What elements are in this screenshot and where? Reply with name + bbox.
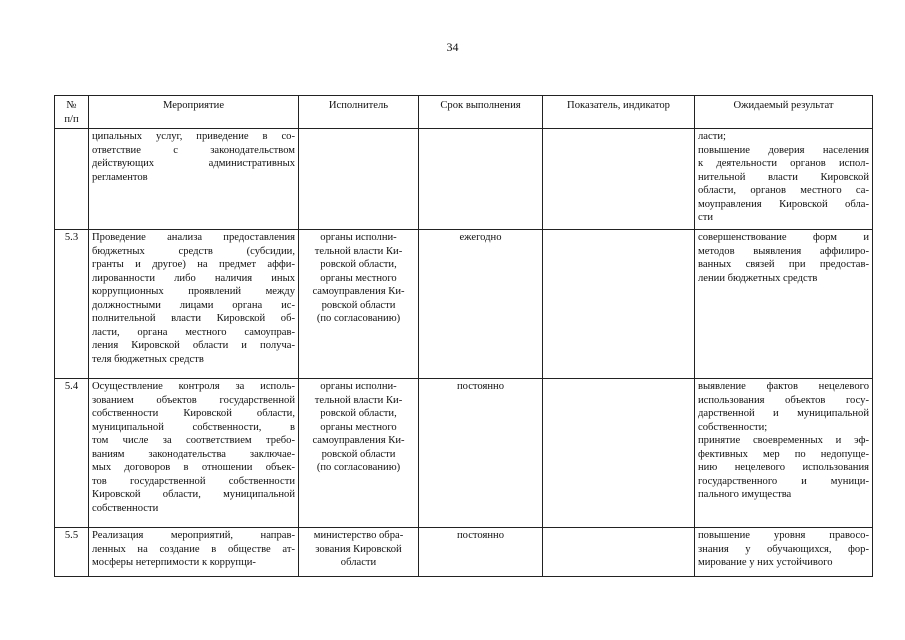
cell-event	[89, 379, 299, 528]
executor-line: тельной власти Ки-	[314, 245, 403, 257]
result-line: лении бюджетных средств	[698, 272, 818, 284]
executor-line: области	[340, 557, 377, 568]
cell-result	[695, 528, 873, 577]
event-line: мых договоров в отношении объек-	[92, 462, 295, 473]
executor-line: ровской области	[321, 299, 396, 311]
event-line: собственности	[92, 502, 159, 514]
cell-result	[695, 230, 873, 379]
result-line: моуправления Кировской обла-	[698, 198, 869, 210]
result-line: выявление фактов нецелевого	[698, 381, 869, 392]
executor-line: органы местного	[320, 421, 397, 433]
result-line: совершенствование форм и	[698, 232, 869, 243]
result-line: принятие своевременных и эф-	[698, 435, 869, 446]
event-line: Осуществление контроля за исполь-	[92, 381, 295, 392]
event-line: Реализация мероприятий, направ-	[92, 530, 295, 541]
result-line: дарственной и муниципальной	[698, 408, 869, 419]
executor-line: ровской области,	[320, 259, 397, 270]
result-line: повышение доверия населения	[698, 144, 869, 156]
cell-result	[695, 129, 873, 230]
event-line: должностными лицами органа ис-	[92, 299, 295, 311]
header-deadline: Срок выполнения	[419, 96, 543, 129]
executor-line: тельной власти Ки-	[314, 394, 403, 406]
cell-indicator	[543, 230, 695, 379]
cell-deadline: ежегодно	[419, 230, 543, 379]
executor-line: (по согласованию)	[316, 313, 401, 324]
header-event: Мероприятие	[89, 96, 299, 129]
event-line: Проведение анализа предоставления	[92, 232, 295, 243]
event-line: Кировской области, муниципальной	[92, 489, 295, 500]
header-num-line: №	[66, 100, 77, 111]
cell-deadline: постоянно	[419, 528, 543, 577]
event-line: бюджетных средств (субсидии,	[92, 245, 295, 257]
event-line: ленных на создание в обществе ат-	[92, 543, 295, 555]
executor-line: ровской области	[321, 448, 396, 460]
result-line: повышение уровня правосо-	[698, 530, 869, 541]
event-line: муниципальной собственности, в	[92, 421, 295, 433]
cell-num	[55, 129, 89, 230]
header-executor: Исполнитель	[299, 96, 419, 129]
cell-indicator	[543, 528, 695, 577]
executor-line: органы местного	[320, 272, 397, 284]
cell-event	[89, 528, 299, 577]
result-line: сти	[698, 212, 714, 223]
cell-num: 5.3	[55, 230, 89, 379]
result-line: фективных мер по недопуще-	[698, 448, 869, 460]
header-num	[55, 96, 89, 129]
result-line: пального имущества	[698, 489, 792, 500]
header-indicator: Показатель, индикатор	[543, 96, 695, 129]
event-line: лированности либо наличия иных	[92, 272, 295, 284]
cell-executor	[299, 129, 419, 230]
executor-line: органы исполни-	[320, 381, 397, 392]
executor-line: министерство обра-	[313, 530, 404, 541]
header-num-line: п/п	[64, 113, 79, 125]
cell-event	[89, 230, 299, 379]
cell-result	[695, 379, 873, 528]
event-line: теля бюджетных средств	[92, 353, 204, 365]
event-line: коррупционных проявлений между	[92, 286, 295, 297]
event-line: зованием объектов государственной	[92, 394, 295, 406]
page-number: 34	[446, 40, 459, 54]
cell-executor	[299, 379, 419, 528]
executor-line: органы исполни-	[320, 232, 397, 243]
result-line: собственности;	[698, 421, 768, 433]
result-line: методов выявления аффилиро-	[698, 245, 869, 257]
event-line: ваниям законодательства заключае-	[92, 448, 295, 460]
executor-line: зования Кировской	[315, 543, 402, 555]
cell-event	[89, 129, 299, 230]
cell-num: 5.4	[55, 379, 89, 528]
cell-num: 5.5	[55, 528, 89, 577]
result-line: нительной власти Кировской	[698, 171, 869, 183]
executor-line: (по согласованию)	[316, 462, 401, 473]
event-line: ления Кировской области и получа-	[92, 340, 295, 351]
result-line: государственного и муници-	[698, 475, 869, 487]
result-line: области, органов местного са-	[698, 185, 869, 196]
event-line: ципальных услуг, приведение в со-	[92, 131, 295, 142]
event-line: тов государственной собственности	[92, 475, 295, 487]
result-line: мирование у них устойчивого	[698, 557, 833, 568]
table-row	[55, 379, 873, 528]
event-line: ответствие с законодательством	[92, 144, 295, 156]
result-line: ласти;	[698, 131, 726, 142]
event-line: собственности Кировской области,	[92, 408, 295, 419]
result-line: к деятельности органов испол-	[698, 158, 869, 169]
event-line: регламентов	[92, 171, 148, 183]
event-line: мосферы нетерпимости к коррупци-	[92, 557, 256, 568]
cell-indicator	[543, 379, 695, 528]
table-row	[55, 230, 873, 379]
cell-executor	[299, 230, 419, 379]
executor-line: самоуправления Ки-	[312, 286, 405, 297]
result-line: знания у обучающихся, фор-	[698, 543, 869, 555]
cell-deadline	[419, 129, 543, 230]
cell-executor	[299, 528, 419, 577]
result-line: нию нецелевого использования	[698, 462, 869, 473]
result-line: ванных связей при предостав-	[698, 259, 869, 270]
event-line: том числе за соответствием требо-	[92, 435, 295, 446]
event-line: гранты и другое) на предмет аффи-	[92, 259, 295, 270]
result-line: использования объектов госу-	[698, 394, 869, 406]
event-line: ласти, органа местного самоуправ-	[92, 326, 295, 338]
event-line: полнительной власти Кировской об-	[92, 313, 295, 324]
table-row	[55, 129, 873, 230]
executor-line: самоуправления Ки-	[312, 435, 405, 446]
event-line: действующих административных	[92, 158, 295, 169]
table-header-row	[55, 96, 873, 129]
cell-indicator	[543, 129, 695, 230]
measures-table	[54, 95, 873, 577]
header-result: Ожидаемый результат	[695, 96, 873, 129]
executor-line: ровской области,	[320, 408, 397, 419]
table-row	[55, 528, 873, 577]
cell-deadline: постоянно	[419, 379, 543, 528]
